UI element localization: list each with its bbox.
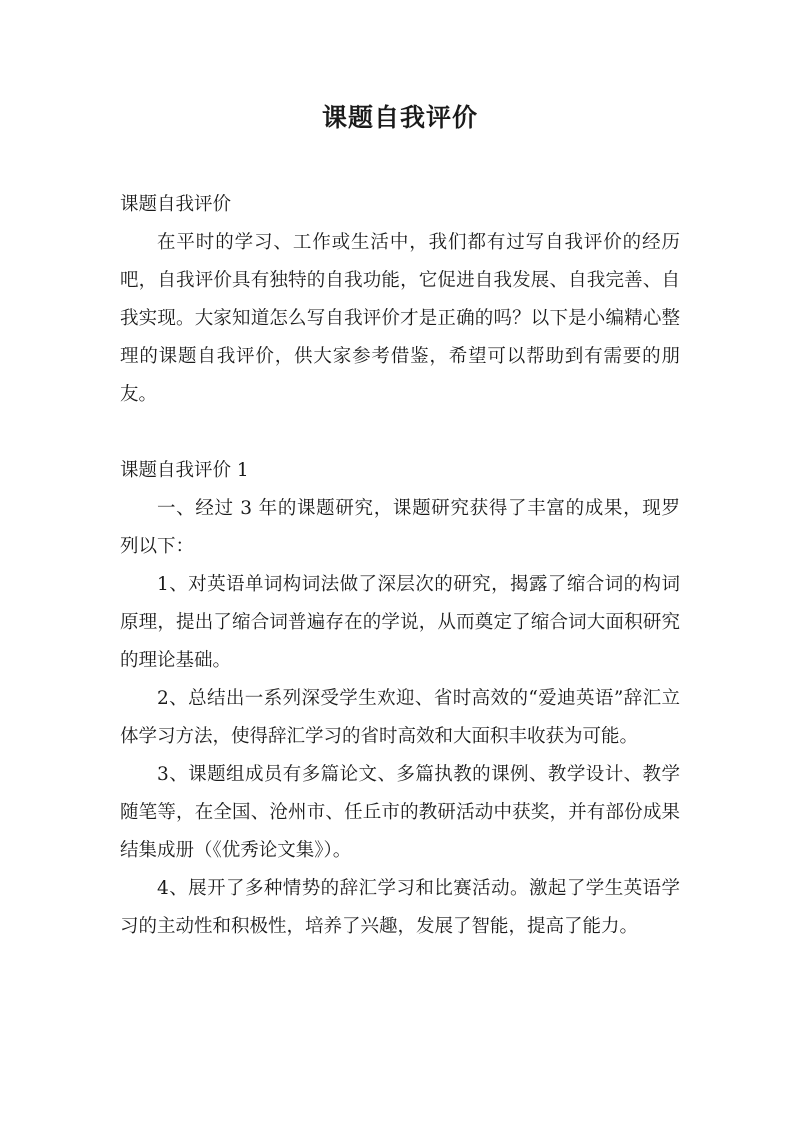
body-paragraph-2: 1、对英语单词构词法做了深层次的研究，揭露了缩合词的构词原理，提出了缩合词普遍存在的学说，从而奠定了缩合词大面积研究的理论基础。 [120, 574, 680, 671]
section-heading: 课题自我评价 [120, 194, 232, 215]
paragraph-spacer [120, 414, 680, 452]
body-paragraph-1: 一、经过 3 年的课题研究，课题研究获得了丰富的成果，现罗列以下： [120, 498, 680, 557]
sub-heading: 课题自我评价 1 [120, 460, 249, 481]
document-body [120, 186, 680, 946]
body-paragraph-5: 4、展开了多种情势的辞汇学习和比赛活动。激起了学生英语学习的主动性和积极性，培养了兴趣，发展了智能，提高了能力。 [120, 878, 680, 937]
intro-paragraph: 在平时的学习、工作或生活中，我们都有过写自我评价的经历吧，自我评价具有独特的自我功能，它促进自我发展、自我完善、自我实现。大家知道怎么写自我评价才是正确的吗？以下是小编精心整理的课题自我评价，供大家参考借鉴，希望可以帮助到有需要的朋友。 [120, 232, 680, 405]
body-paragraph-4: 3、课题组成员有多篇论文、多篇执教的课例、教学设计、教学随笔等，在全国、沧州市、任丘市的教研活动中获奖，并有部份成果结集成册（《优秀论文集》）。 [120, 764, 680, 861]
document-title: 课题自我评价 [321, 103, 478, 132]
body-paragraph-3: 2、总结出一系列深受学生欢迎、省时高效的“爱迪英语”辞汇立体学习方法，使得辞汇学习的省时高效和大面积丰收获为可能。 [120, 688, 680, 747]
